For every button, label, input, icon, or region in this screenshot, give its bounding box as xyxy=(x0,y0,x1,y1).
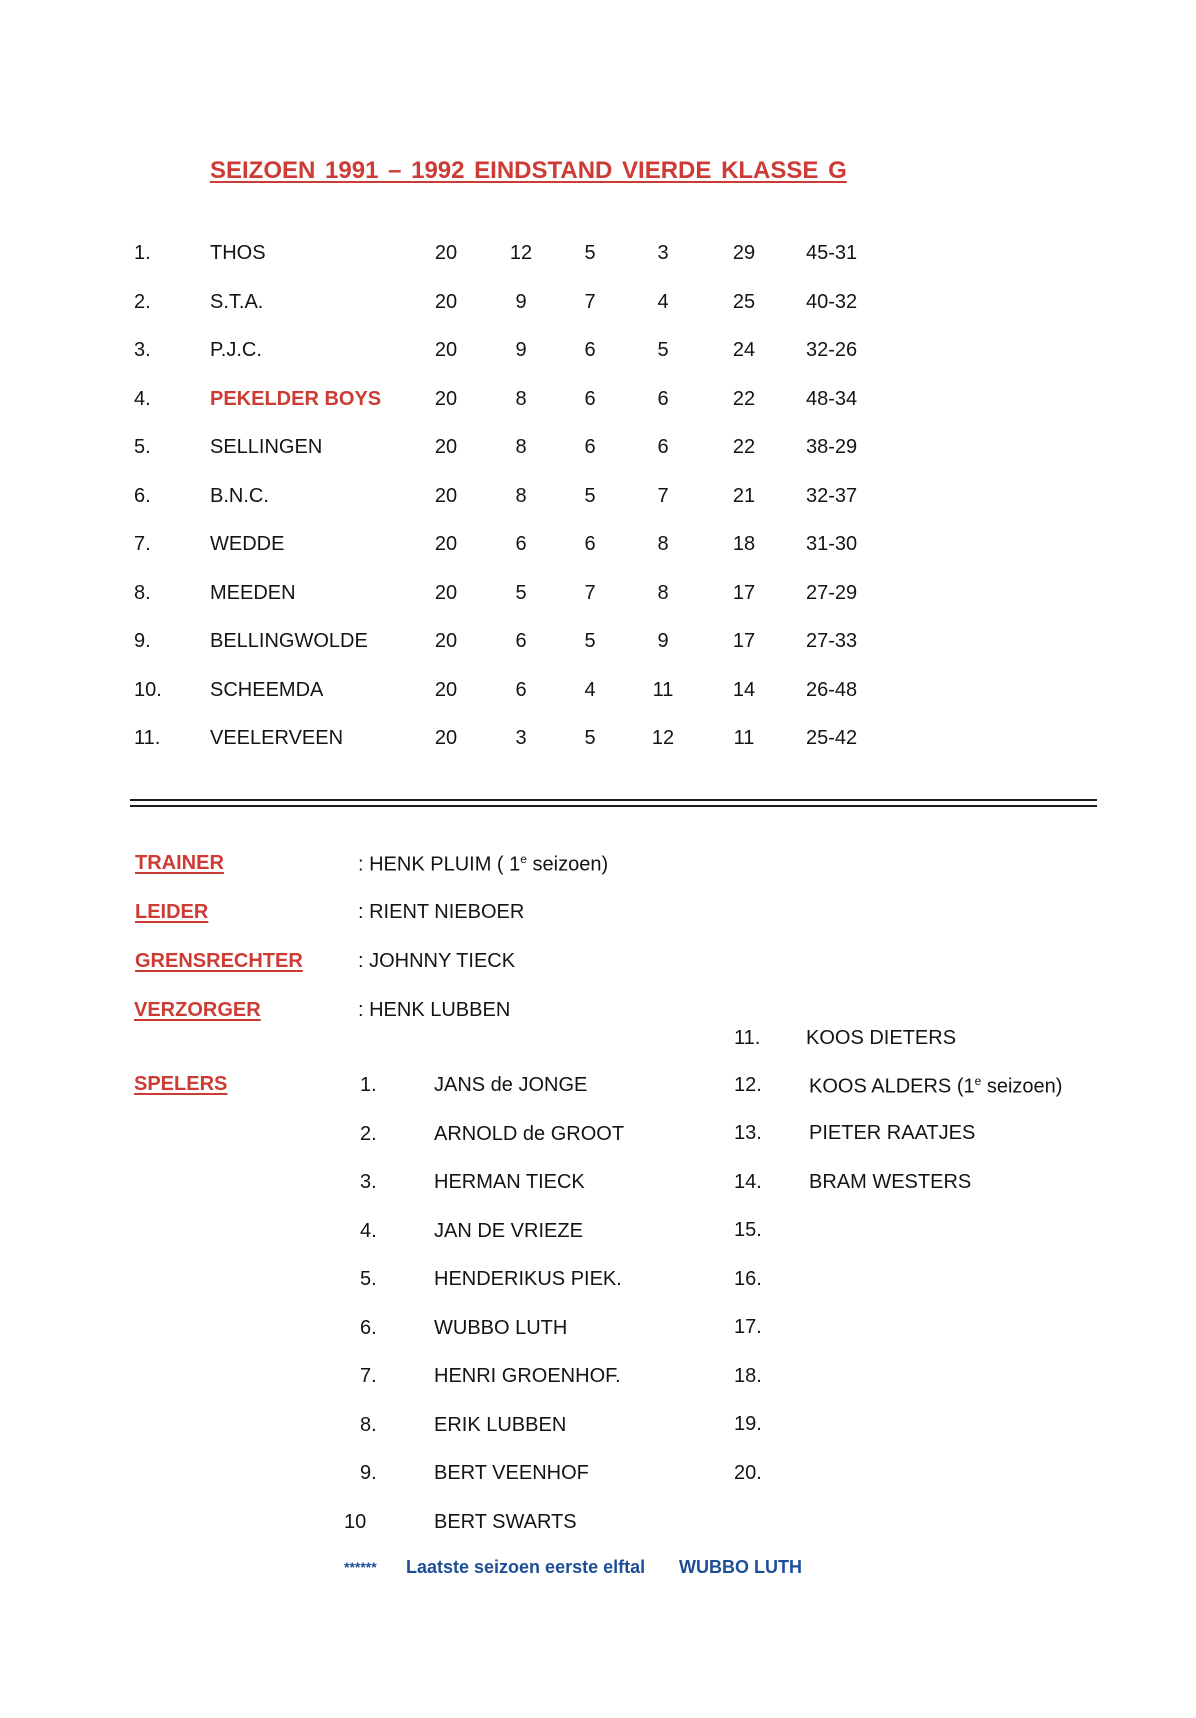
cell-team: MEEDEN xyxy=(210,581,296,604)
cell-goals: 38-29 xyxy=(806,436,858,458)
cell-drawn: 5 xyxy=(584,242,596,264)
player-number: 12. xyxy=(734,1074,762,1096)
cell-played: 20 xyxy=(434,339,458,361)
player-number: 8. xyxy=(360,1413,377,1436)
player-name: HENRI GROENHOF. xyxy=(434,1365,621,1387)
player-number: 18. xyxy=(734,1365,762,1387)
player-name: ERIK LUBBEN xyxy=(434,1413,567,1436)
cell-points: 24 xyxy=(732,339,756,361)
cell-team: P.J.C. xyxy=(210,339,262,361)
cell-pos: 7. xyxy=(134,533,151,555)
trainer-label: TRAINER xyxy=(135,852,224,874)
page-title: SEIZOEN 1991 – 1992 EINDSTAND VIERDE KLASSE G xyxy=(210,157,847,184)
cell-played: 20 xyxy=(434,484,458,507)
cell-lost: 4 xyxy=(657,290,669,313)
cell-won: 3 xyxy=(515,727,527,749)
player-name: BERT VEENHOF xyxy=(434,1462,589,1484)
cell-lost: 5 xyxy=(657,339,669,361)
player-name: JANS de JONGE xyxy=(434,1074,588,1096)
cell-goals: 26-48 xyxy=(806,678,858,701)
cell-team: B.N.C. xyxy=(210,484,269,507)
cell-pos: 11. xyxy=(134,727,161,749)
player-name-text: PIETER RAATJES xyxy=(809,1122,976,1144)
leider-label: LEIDER xyxy=(135,901,209,923)
player-number: 6. xyxy=(360,1316,377,1339)
cell-lost: 8 xyxy=(657,581,669,604)
cell-played: 20 xyxy=(434,727,458,749)
cell-won: 8 xyxy=(515,484,527,507)
player-name: JAN DE VRIEZE xyxy=(434,1219,583,1242)
player-number: 1. xyxy=(360,1074,377,1096)
cell-pos: 2. xyxy=(134,290,151,313)
player-number: 3. xyxy=(360,1171,377,1193)
cell-won: 9 xyxy=(515,339,527,361)
cell-goals: 25-42 xyxy=(806,727,858,749)
cell-pos: 4. xyxy=(134,387,151,410)
cell-lost: 11 xyxy=(652,678,674,701)
cell-won: 5 xyxy=(515,581,527,604)
cell-drawn: 5 xyxy=(584,727,596,749)
player-number: 19. xyxy=(734,1413,762,1435)
verzorger-label: VERZORGER xyxy=(134,999,261,1021)
cell-drawn: 6 xyxy=(584,436,596,458)
cell-drawn: 5 xyxy=(584,630,596,652)
cell-drawn: 6 xyxy=(584,339,596,361)
cell-pos: 5. xyxy=(134,436,151,458)
trainer-sup: e xyxy=(520,852,527,866)
cell-drawn: 4 xyxy=(584,678,596,701)
player-name-suffix: seizoen) xyxy=(981,1075,1063,1098)
cell-goals: 27-33 xyxy=(806,630,858,652)
cell-team: S.T.A. xyxy=(210,290,264,313)
cell-pos: 8. xyxy=(134,581,151,604)
footnote-text: Laatste seizoen eerste elftal xyxy=(406,1557,646,1577)
cell-team: PEKELDER BOYS xyxy=(210,387,382,410)
cell-team: SCHEEMDA xyxy=(210,678,324,701)
cell-played: 20 xyxy=(434,678,458,701)
player-number: 14. xyxy=(734,1171,762,1193)
player-number: 10 xyxy=(344,1510,367,1533)
leider-value: : RIENT NIEBOER xyxy=(358,901,525,923)
player-name xyxy=(806,1027,956,1050)
cell-points: 22 xyxy=(732,387,756,410)
cell-team: VEELERVEEN xyxy=(210,727,344,749)
cell-won: 12 xyxy=(509,242,533,264)
player-name-sup: e xyxy=(974,1074,982,1088)
cell-points: 22 xyxy=(732,436,756,458)
verzorger-value: : HENK LUBBEN xyxy=(358,999,511,1021)
player-name: HENDERIKUS PIEK. xyxy=(434,1268,622,1290)
cell-points: 29 xyxy=(732,242,756,264)
footnote-stars: ****** xyxy=(344,1559,377,1575)
cell-goals: 27-29 xyxy=(806,581,858,604)
cell-team: WEDDE xyxy=(210,533,285,555)
player-number: 11. xyxy=(734,1027,761,1049)
footnote-name: WUBBO LUTH xyxy=(679,1557,802,1577)
player-number: 5. xyxy=(360,1268,377,1290)
cell-lost: 9 xyxy=(657,630,669,652)
player-number: 20. xyxy=(734,1462,762,1484)
trainer-name: : HENK PLUIM ( 1 xyxy=(358,853,521,876)
cell-team: THOS xyxy=(210,242,266,264)
player-name-text: KOOS DIETERS xyxy=(806,1027,957,1049)
cell-points: 21 xyxy=(732,484,756,507)
cell-lost: 12 xyxy=(651,727,675,749)
trainer-value xyxy=(358,852,608,877)
grensrechter-value: : JOHNNY TIECK xyxy=(358,950,516,972)
cell-lost: 8 xyxy=(657,533,669,555)
cell-drawn: 6 xyxy=(584,387,596,410)
cell-won: 6 xyxy=(515,533,527,555)
player-number: 9. xyxy=(360,1462,377,1484)
cell-pos: 3. xyxy=(134,339,151,361)
player-name: WUBBO LUTH xyxy=(434,1316,568,1339)
cell-points: 17 xyxy=(732,630,756,652)
player-name xyxy=(809,1074,1062,1099)
cell-won: 8 xyxy=(515,436,527,458)
cell-points: 25 xyxy=(732,290,756,313)
cell-pos: 10. xyxy=(134,678,162,701)
cell-pos: 9. xyxy=(134,630,151,652)
player-name: BERT SWARTS xyxy=(434,1510,577,1533)
cell-points: 11 xyxy=(733,727,755,749)
cell-points: 17 xyxy=(732,581,756,604)
divider-line-bottom xyxy=(130,805,1097,807)
cell-goals: 32-37 xyxy=(806,484,858,507)
cell-played: 20 xyxy=(434,533,458,555)
player-number: 17. xyxy=(734,1316,762,1338)
cell-played: 20 xyxy=(434,581,458,604)
cell-lost: 3 xyxy=(657,242,669,264)
player-number: 2. xyxy=(360,1122,377,1145)
player-name xyxy=(809,1171,971,1194)
cell-drawn: 7 xyxy=(584,581,596,604)
cell-goals: 32-26 xyxy=(806,339,858,361)
cell-played: 20 xyxy=(434,630,458,652)
player-number: 16. xyxy=(734,1268,762,1290)
cell-drawn: 6 xyxy=(584,533,596,555)
player-number: 7. xyxy=(360,1365,377,1387)
cell-goals: 40-32 xyxy=(806,290,858,313)
cell-lost: 6 xyxy=(657,387,669,410)
player-name xyxy=(809,1122,975,1145)
divider-line-top xyxy=(130,799,1097,801)
player-name: ARNOLD de GROOT xyxy=(434,1122,625,1145)
player-name: HERMAN TIECK xyxy=(434,1171,585,1193)
cell-points: 18 xyxy=(732,533,756,555)
player-number: 4. xyxy=(360,1219,377,1242)
cell-drawn: 5 xyxy=(584,484,596,507)
player-number: 13. xyxy=(734,1122,762,1144)
player-number: 15. xyxy=(734,1219,762,1241)
cell-won: 6 xyxy=(515,678,527,701)
cell-pos: 6. xyxy=(134,484,151,507)
spelers-label: SPELERS xyxy=(134,1073,228,1095)
cell-lost: 6 xyxy=(657,436,669,458)
grensrechter-label: GRENSRECHTER xyxy=(135,950,303,972)
player-name-text: KOOS ALDERS (1 xyxy=(809,1075,975,1098)
player-name-text: BRAM WESTERS xyxy=(809,1171,972,1193)
cell-team: BELLINGWOLDE xyxy=(210,630,368,652)
cell-played: 20 xyxy=(434,242,458,264)
cell-won: 6 xyxy=(515,630,527,652)
cell-points: 14 xyxy=(732,678,756,701)
cell-pos: 1. xyxy=(134,242,151,264)
cell-won: 8 xyxy=(515,387,527,410)
cell-won: 9 xyxy=(515,290,527,313)
cell-played: 20 xyxy=(434,436,458,458)
trainer-suffix: seizoen) xyxy=(526,853,609,876)
cell-team: SELLINGEN xyxy=(210,436,323,458)
cell-played: 20 xyxy=(434,290,458,313)
cell-drawn: 7 xyxy=(584,290,596,313)
cell-goals: 48-34 xyxy=(806,387,858,410)
cell-played: 20 xyxy=(434,387,458,410)
cell-goals: 31-30 xyxy=(806,533,858,555)
cell-goals: 45-31 xyxy=(806,242,858,264)
cell-lost: 7 xyxy=(657,484,669,507)
